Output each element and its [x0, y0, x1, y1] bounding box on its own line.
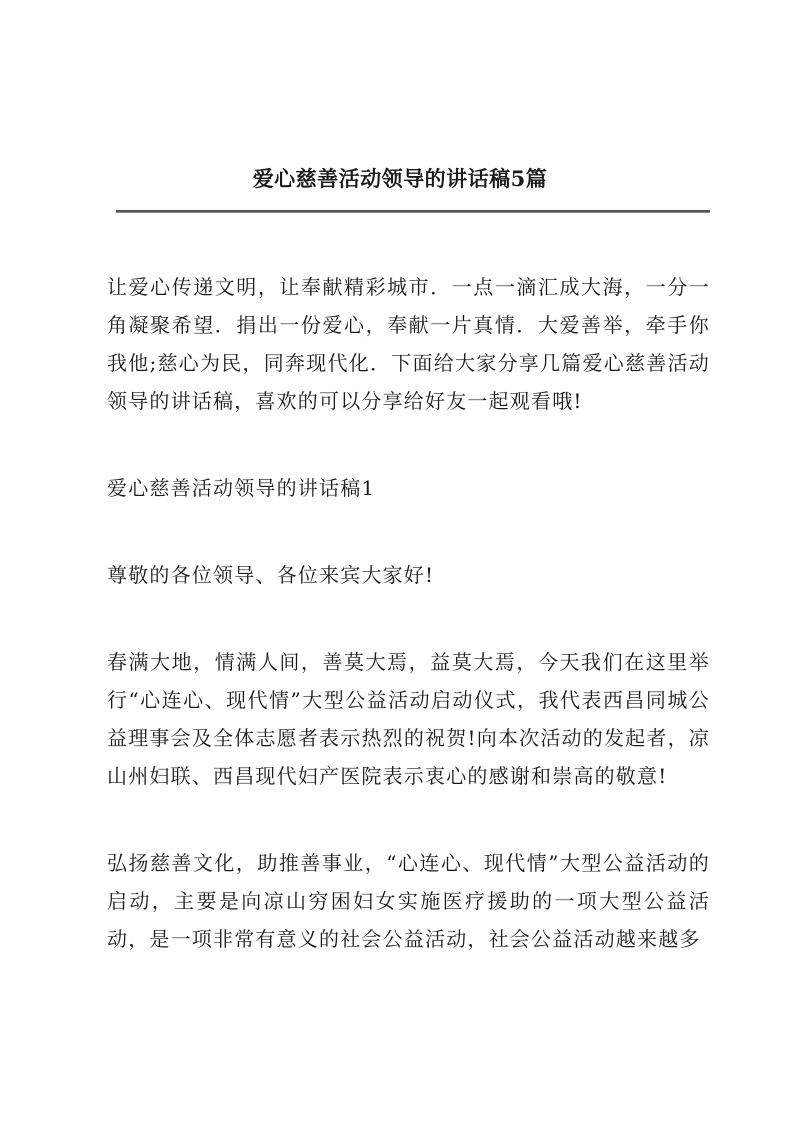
body-paragraph: 弘扬慈善文化，助推善事业，“心连心、现代情”大型公益活动的启动，主要是向凉山穷困妇女实施医疗援助的一项大型公益活动，是一项非常有意义的社会公益活动，社会公益活动越来越多: [107, 851, 710, 951]
intro-paragraph: 让爱心传递文明，让奉献精彩城市．一点一滴汇成大海，一分一角凝聚希望．捐出一份爱心，奉献一片真情．大爱善举，牵手你我他;慈心为民，同奔现代化．下面给大家分享几篇爱心慈善活动领导的讲话稿，喜欢的可以分享给好友一起观看哦!: [107, 275, 710, 413]
body-paragraph: 春满大地，情满人间，善莫大焉，益莫大焉，今天我们在这里举行“心连心、现代情”大型公益活动启动仪式，我代表西昌同城公益理事会及全体志愿者表示热烈的祝贺!向本次活动的发起者，凉山州妇联、西昌现代妇产医院表示衷心的感谢和崇高的敬意!: [107, 650, 710, 788]
section-heading: 爱心慈善活动领导的讲话稿1: [107, 476, 376, 500]
document-body: [107, 268, 710, 1007]
document-title: 爱心慈善活动领导的讲话稿5篇: [252, 166, 548, 191]
title-divider: [116, 210, 710, 213]
salutation-paragraph: 尊敬的各位领导、各位来宾大家好!: [107, 563, 435, 587]
